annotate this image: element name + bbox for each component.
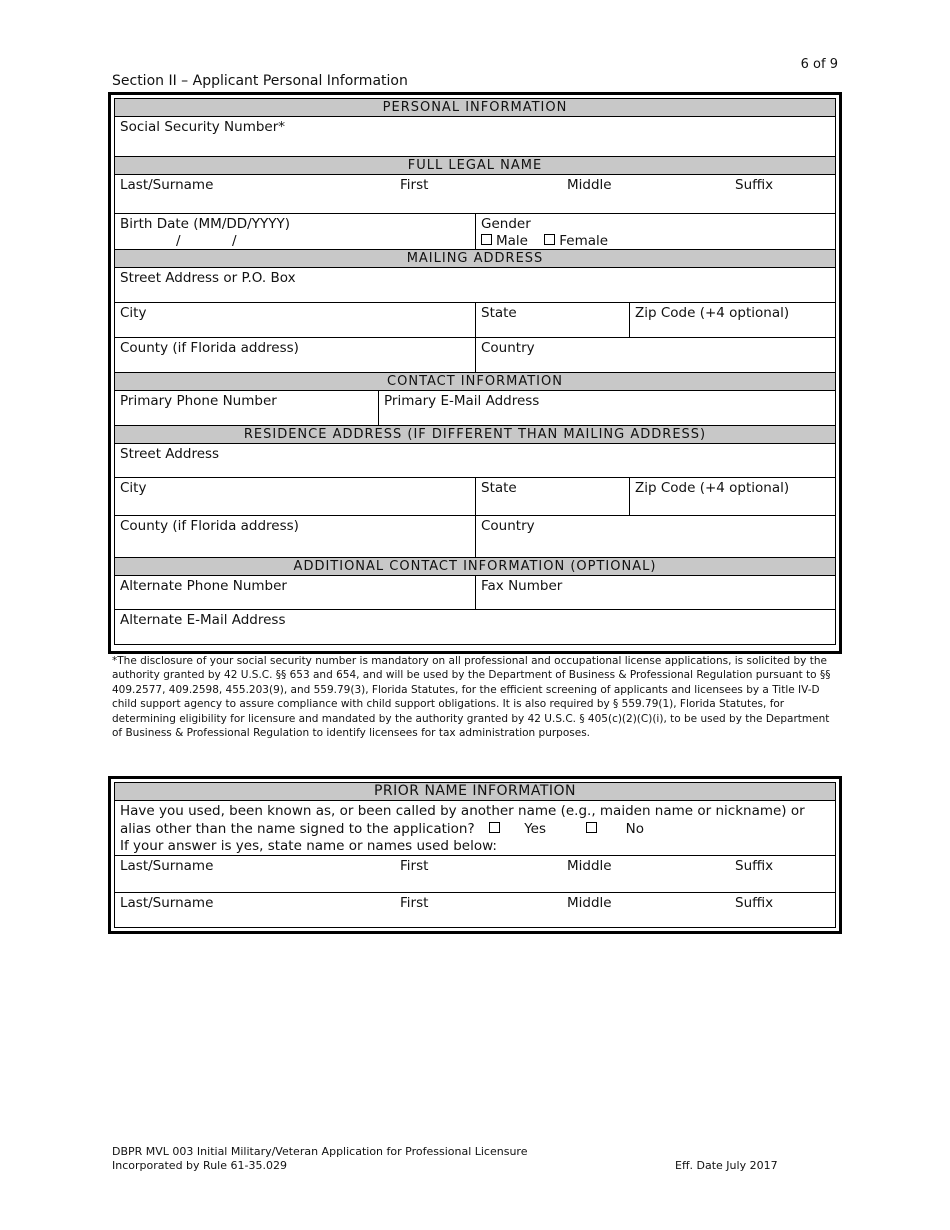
- country-label: Country: [481, 518, 535, 534]
- primary-email-field[interactable]: [378, 391, 835, 425]
- page-number: 6 of 9: [800, 57, 838, 72]
- last-name-label: Last/Surname: [120, 858, 214, 874]
- city-label: City: [120, 305, 147, 321]
- prior-name-field-2[interactable]: [115, 893, 835, 927]
- county-label: County (if Florida address): [120, 340, 299, 356]
- zip-label: Zip Code (+4 optional): [635, 480, 790, 496]
- ssn-label: Social Security Number*: [120, 119, 286, 135]
- state-label: State: [481, 305, 517, 321]
- full-legal-name-header: FULL LEGAL NAME: [115, 157, 835, 175]
- fax-field[interactable]: [475, 576, 835, 609]
- residence-city-field[interactable]: [115, 478, 475, 515]
- first-name-label: First: [400, 858, 429, 874]
- state-label: State: [481, 480, 517, 496]
- contact-information-header: CONTACT INFORMATION: [115, 373, 835, 391]
- form-footer: [112, 1145, 527, 1173]
- last-name-label: Last/Surname: [120, 895, 214, 911]
- question-line-2: alias other than the name signed to the application?: [120, 820, 475, 837]
- prior-name-form: [108, 776, 842, 934]
- female-checkbox[interactable]: [544, 234, 555, 245]
- fax-label: Fax Number: [481, 578, 563, 594]
- male-label: Male: [496, 233, 528, 249]
- suffix-label: Suffix: [735, 895, 774, 911]
- question-line-1: Have you used, been known as, or been called by another name (e.g., maiden name or nickname) or: [120, 803, 805, 819]
- mailing-street-field[interactable]: [115, 268, 835, 302]
- prior-name-field-1[interactable]: [115, 856, 835, 892]
- section-title: Section II – Applicant Personal Information: [112, 73, 408, 89]
- rule-reference: Incorporated by Rule 61-35.029: [112, 1159, 287, 1172]
- alternate-email-row: [115, 610, 835, 644]
- primary-email-label: Primary E-Mail Address: [384, 393, 540, 409]
- personal-information-header: PERSONAL INFORMATION: [115, 99, 835, 117]
- female-label: Female: [559, 233, 609, 249]
- form-title: DBPR MVL 003 Initial Military/Veteran Application for Professional Licensure: [112, 1145, 528, 1158]
- mailing-city-row: [115, 303, 835, 338]
- mailing-street-label: Street Address or P.O. Box: [120, 270, 296, 286]
- contact-row: [115, 391, 835, 426]
- zip-label: Zip Code (+4 optional): [635, 305, 790, 321]
- ssn-disclosure-footnote: *The disclosure of your social security number is mandatory on all professional and occupational license applications, is solicited by the authority granted by 42 U.S.C. §§ 653 and 654, and will be used by the Department of Business & Professional Regulation pursuant to §§ 409.2577, 409.2598, 455.203(9), and 559.79(3), Florida Statutes, for the efficient screening of applicants and licensees by a Title IV-D child support agency to assure compliance with child support obligations. It is also required by § 559.79(1), Florida Statutes, for determining eligibility for licensure and mandated by the authority granted by 42 U.S.C. § 405(c)(2)(C)(i), to be used by the Department of Business & Professional Regulation to identify licensees for tax administration purposes.: [112, 655, 831, 740]
- residence-street-label: Street Address: [120, 446, 220, 462]
- birth-gender-row: [115, 214, 835, 250]
- residence-city-row: [115, 478, 835, 516]
- prior-name-question: [115, 801, 835, 855]
- primary-phone-label: Primary Phone Number: [120, 393, 277, 409]
- mailing-state-field[interactable]: [475, 303, 629, 337]
- country-label: Country: [481, 340, 535, 356]
- mailing-street-row: [115, 268, 835, 303]
- prior-name-no-label: No: [625, 820, 644, 837]
- ssn-row: [115, 117, 835, 157]
- county-label: County (if Florida address): [120, 518, 299, 534]
- residence-county-field[interactable]: [115, 516, 475, 557]
- suffix-label: Suffix: [735, 858, 774, 874]
- prior-name-row-2: [115, 893, 835, 927]
- residence-country-field[interactable]: [475, 516, 835, 557]
- birth-date-slash: /: [176, 233, 181, 249]
- prior-name-yes-label: Yes: [524, 820, 547, 837]
- gender-field: [475, 214, 835, 249]
- legal-name-field[interactable]: [115, 175, 835, 213]
- mailing-county-row: [115, 338, 835, 373]
- alternate-phone-label: Alternate Phone Number: [120, 578, 287, 594]
- mailing-zip-field[interactable]: [629, 303, 835, 337]
- primary-phone-field[interactable]: [115, 391, 378, 425]
- residence-county-row: [115, 516, 835, 558]
- suffix-label: Suffix: [735, 177, 774, 193]
- alternate-email-label: Alternate E-Mail Address: [120, 612, 286, 628]
- residence-address-header: RESIDENCE ADDRESS (IF DIFFERENT THAN MAILING ADDRESS): [115, 426, 835, 444]
- first-name-label: First: [400, 177, 429, 193]
- alternate-email-field[interactable]: [115, 610, 835, 644]
- first-name-label: First: [400, 895, 429, 911]
- personal-information-table: [114, 98, 836, 645]
- birth-date-field[interactable]: [115, 214, 475, 249]
- mailing-county-field[interactable]: [115, 338, 475, 372]
- additional-contact-header: ADDITIONAL CONTACT INFORMATION (OPTIONAL): [115, 558, 835, 576]
- middle-name-label: Middle: [567, 177, 612, 193]
- legal-name-row: [115, 175, 835, 214]
- mailing-address-header: MAILING ADDRESS: [115, 250, 835, 268]
- city-label: City: [120, 480, 147, 496]
- residence-street-row: [115, 444, 835, 478]
- prior-name-table: [114, 782, 836, 928]
- residence-zip-field[interactable]: [629, 478, 835, 515]
- birth-date-label: Birth Date (MM/DD/YYYY): [120, 216, 290, 232]
- mailing-city-field[interactable]: [115, 303, 475, 337]
- gender-label: Gender: [481, 216, 531, 232]
- middle-name-label: Middle: [567, 858, 612, 874]
- ssn-field[interactable]: [115, 117, 835, 156]
- middle-name-label: Middle: [567, 895, 612, 911]
- prior-name-no-checkbox[interactable]: [586, 822, 597, 833]
- prior-name-header: PRIOR NAME INFORMATION: [115, 783, 835, 801]
- effective-date: Eff. Date July 2017: [675, 1159, 778, 1172]
- male-checkbox[interactable]: [481, 234, 492, 245]
- prior-name-question-row: [115, 801, 835, 856]
- prior-name-row-1: [115, 856, 835, 893]
- residence-state-field[interactable]: [475, 478, 629, 515]
- last-name-label: Last/Surname: [120, 177, 214, 193]
- birth-date-slash: /: [232, 233, 237, 249]
- mailing-country-field[interactable]: [475, 338, 835, 372]
- alternate-contact-row: [115, 576, 835, 610]
- prior-name-instruction: If your answer is yes, state name or names used below:: [120, 838, 497, 854]
- prior-name-yes-checkbox[interactable]: [489, 822, 500, 833]
- personal-information-form: [108, 92, 842, 654]
- alternate-phone-field[interactable]: [115, 576, 475, 609]
- residence-street-field[interactable]: [115, 444, 835, 477]
